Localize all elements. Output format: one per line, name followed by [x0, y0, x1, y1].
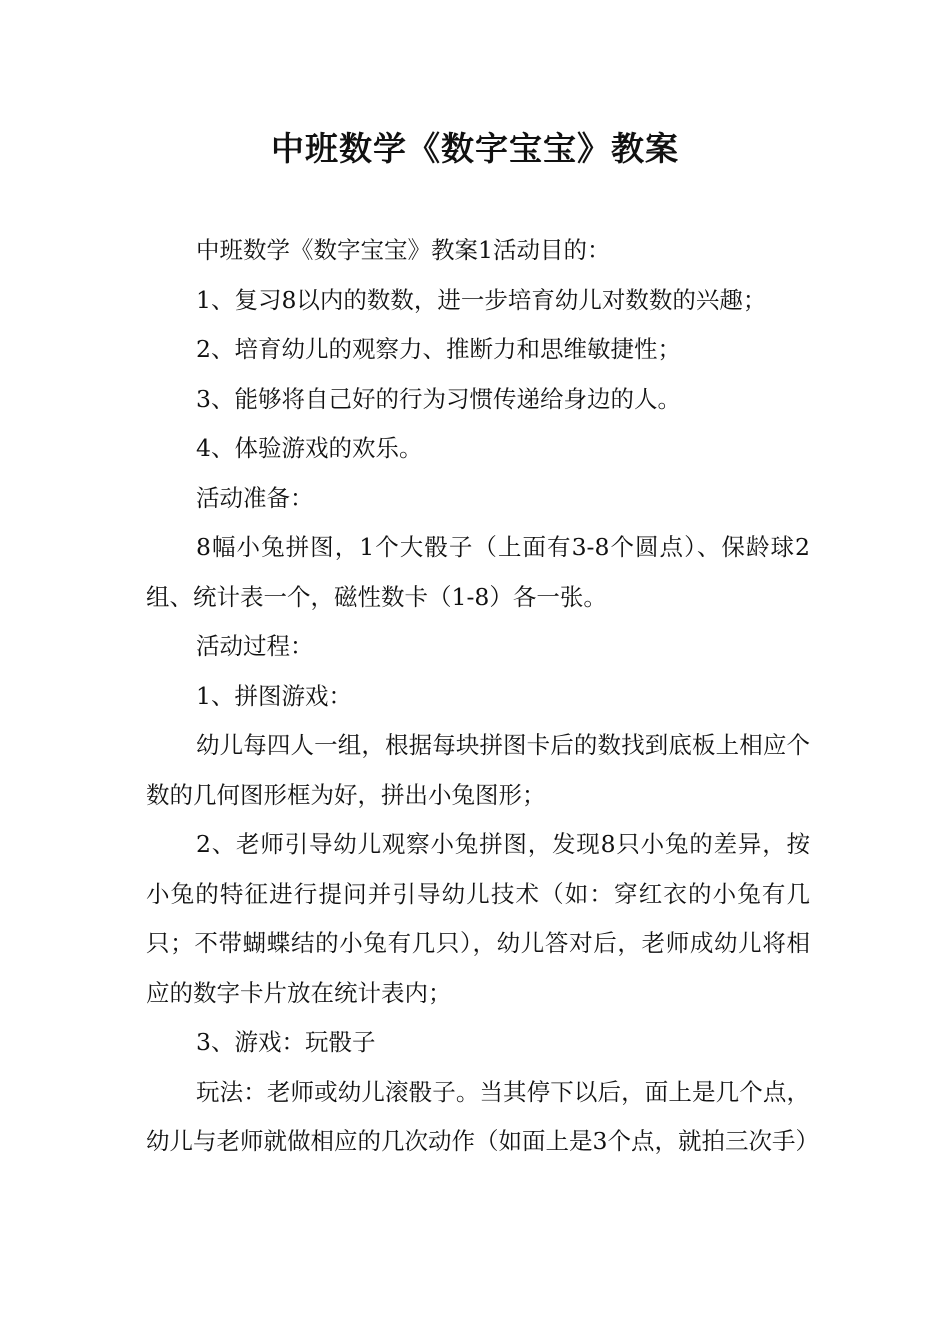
paragraph-objective-1: 1、复习8以内的数数，进一步培育幼儿对数数的兴趣；	[196, 285, 767, 314]
paragraph-step-3-heading: 3、游戏：玩骰子	[196, 1028, 376, 1056]
paragraph-step-2: 2、老师引导幼儿观察小兔拼图，发现8只小兔的差异，按小兔的特征进行提问并引导幼儿技术（如：穿红衣的小兔有几只；不带蝴蝶结的小兔有几只），幼儿答对后，老师成幼儿将相应的数字卡片放在统计表内；	[146, 830, 810, 1007]
paragraph-objectives-heading: 中班数学《数字宝宝》教案1活动目的：	[196, 236, 611, 264]
paragraph-step-1-heading: 1、拼图游戏：	[196, 681, 352, 710]
paragraph-objective-2: 2、培育幼儿的观察力、推断力和思维敏捷性；	[196, 335, 681, 363]
paragraph-preparation-items: 8幅小兔拼图，1个大骰子（上面有3-8个圆点）、保龄球2组、统计表一个，磁性数卡（1-8）各一张。	[146, 533, 810, 611]
paragraph-step-3-body: 玩法：老师或幼儿滚骰子。当其停下以后，面上是几个点，幼儿与老师就做相应的几次动作（如面上是3个点，就拍三次手）	[146, 1077, 819, 1155]
paragraph-preparation-heading: 活动准备：	[196, 483, 314, 512]
paragraph-process-heading: 活动过程：	[196, 632, 314, 660]
document-title: 中班数学《数字宝宝》教案	[271, 129, 679, 168]
paragraph-step-1-body: 幼儿每四人一组，根据每块拼图卡后的数找到底板上相应个数的几何图形框为好，拼出小兔图形；	[146, 731, 810, 809]
document-body	[146, 226, 819, 1167]
paragraph-objective-3: 3、能够将自己好的行为习惯传递给身边的人。	[196, 384, 681, 413]
paragraph-objective-4: 4、体验游戏的欢乐。	[196, 434, 423, 462]
